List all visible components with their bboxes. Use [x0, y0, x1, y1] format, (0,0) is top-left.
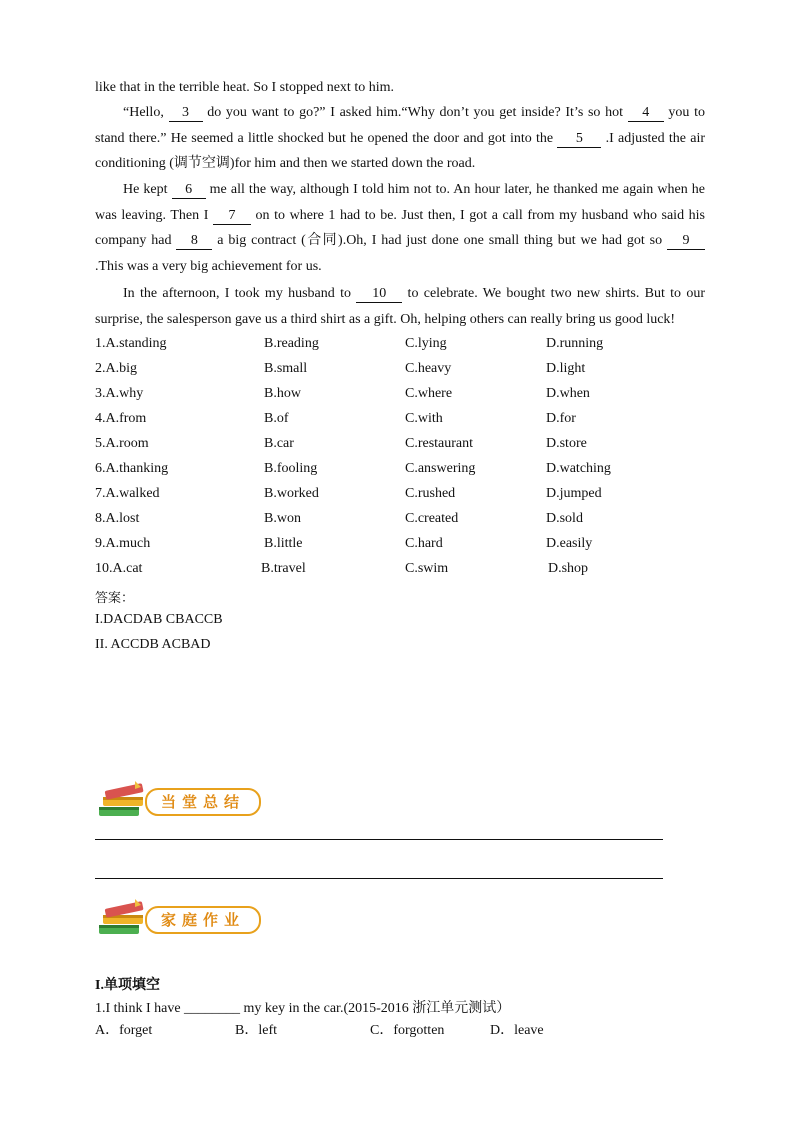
- option-d: D.watching: [546, 461, 611, 476]
- option-a: 10.A.cat: [95, 561, 143, 576]
- question-1: 1.I think I have ________ my key in the car.(2015-2016 浙江单元测试）: [95, 1001, 511, 1016]
- section-heading: I.单项填空: [95, 978, 160, 993]
- blank-6: 6: [172, 182, 206, 199]
- option-a: 4.A.from: [95, 411, 147, 426]
- question-1-options: [95, 1019, 715, 1044]
- option-b: B.small: [264, 361, 308, 376]
- option-c: C.swim: [405, 561, 449, 576]
- option-c: C.with: [405, 411, 443, 426]
- option-d: D.shop: [548, 561, 589, 576]
- option-c: C.created: [405, 511, 459, 526]
- option-d: D.running: [546, 336, 604, 351]
- option-row: [95, 561, 715, 586]
- option-row: [95, 486, 715, 511]
- option-a: 6.A.thanking: [95, 461, 169, 476]
- option-c: C.rushed: [405, 486, 456, 501]
- option-a: 2.A.big: [95, 361, 137, 376]
- option-a: 5.A.room: [95, 436, 149, 451]
- blank-5: 5: [557, 131, 601, 148]
- option-b: B.worked: [264, 486, 319, 501]
- option-c: C.lying: [405, 336, 447, 351]
- blank-4: 4: [628, 105, 664, 122]
- passage-paragraph-3: In the afternoon, I took my husband to 10 to celebrate. We bought two new shirts. But to our surprise, the salesperson gave us a third shirt as a gift. Oh, helping others can really bring us good luck!: [95, 286, 705, 327]
- option-a: 1.A.standing: [95, 336, 167, 351]
- summary-rule-2: [95, 878, 663, 879]
- blank-7: 7: [213, 208, 251, 225]
- option-a: 3.A.why: [95, 386, 144, 401]
- option-d: D.sold: [546, 511, 583, 526]
- passage-line-0: like that in the terrible heat. So I stopped next to him.: [95, 80, 394, 95]
- option-b: B.won: [264, 511, 301, 526]
- q1-option-b: B．left: [235, 1023, 277, 1038]
- option-b: B.car: [264, 436, 294, 451]
- q1-option-a: A．forget: [95, 1023, 153, 1038]
- option-row: [95, 436, 715, 461]
- option-b: B.travel: [261, 561, 306, 576]
- option-a: 9.A.much: [95, 536, 151, 551]
- answers-line-1: I.DACDAB CBACCB: [95, 612, 223, 627]
- option-row: [95, 536, 715, 561]
- summary-rule-1: [95, 839, 663, 840]
- blank-10: 10: [356, 286, 402, 303]
- answers-line-2: II. ACCDB ACBAD: [95, 637, 211, 652]
- option-c: C.heavy: [405, 361, 452, 376]
- option-a: 7.A.walked: [95, 486, 160, 501]
- passage-paragraph-1: “Hello, 3 do you want to go?” I asked him.“Why don’t you get inside? It’s so hot 4 you to stand there.” He seemed a little shocked but he opened the door and got into the 5 .I adjusted the air conditioning (调节空调)for him and then we started down the road.: [95, 105, 706, 171]
- option-d: D.jumped: [546, 486, 602, 501]
- option-c: C.restaurant: [405, 436, 474, 451]
- option-d: D.easily: [546, 536, 593, 551]
- option-row: [95, 511, 715, 536]
- option-row: [95, 361, 715, 386]
- q1-option-c: C．forgotten: [370, 1023, 445, 1038]
- summary-banner: [95, 779, 265, 821]
- summary-banner-label: 当堂总结: [145, 788, 261, 816]
- option-row: [95, 461, 715, 486]
- option-row: [95, 336, 715, 361]
- option-d: D.light: [546, 361, 586, 376]
- option-row: [95, 411, 715, 436]
- option-c: C.hard: [405, 536, 443, 551]
- option-a: 8.A.lost: [95, 511, 140, 526]
- option-b: B.little: [264, 536, 303, 551]
- option-c: C.where: [405, 386, 453, 401]
- option-d: D.store: [546, 436, 587, 451]
- option-d: D.when: [546, 386, 590, 401]
- option-b: B.of: [264, 411, 289, 426]
- homework-banner-label: 家庭作业: [145, 906, 261, 934]
- answers-label: 答案：: [95, 591, 135, 606]
- blank-9: 9: [667, 233, 705, 250]
- q1-option-d: D．leave: [490, 1023, 544, 1038]
- option-b: B.fooling: [264, 461, 318, 476]
- option-c: C.answering: [405, 461, 476, 476]
- blank-3: 3: [169, 105, 203, 122]
- blank-8: 8: [176, 233, 212, 250]
- passage-paragraph-2: He kept 6 me all the way, although I told him not to. An hour later, he thanked me again when he was leaving. Then I 7 on to where 1 had to be. Just then, I got a call from my husband who said his company had 8 a big contract (合同).Oh, I had just done one small thing but we had got so 9 .This was a very big achievement for us.: [95, 182, 705, 274]
- option-row: [95, 386, 715, 411]
- option-d: D.for: [546, 411, 576, 426]
- option-b: B.reading: [264, 336, 319, 351]
- option-b: B.how: [264, 386, 301, 401]
- homework-banner: [95, 897, 265, 939]
